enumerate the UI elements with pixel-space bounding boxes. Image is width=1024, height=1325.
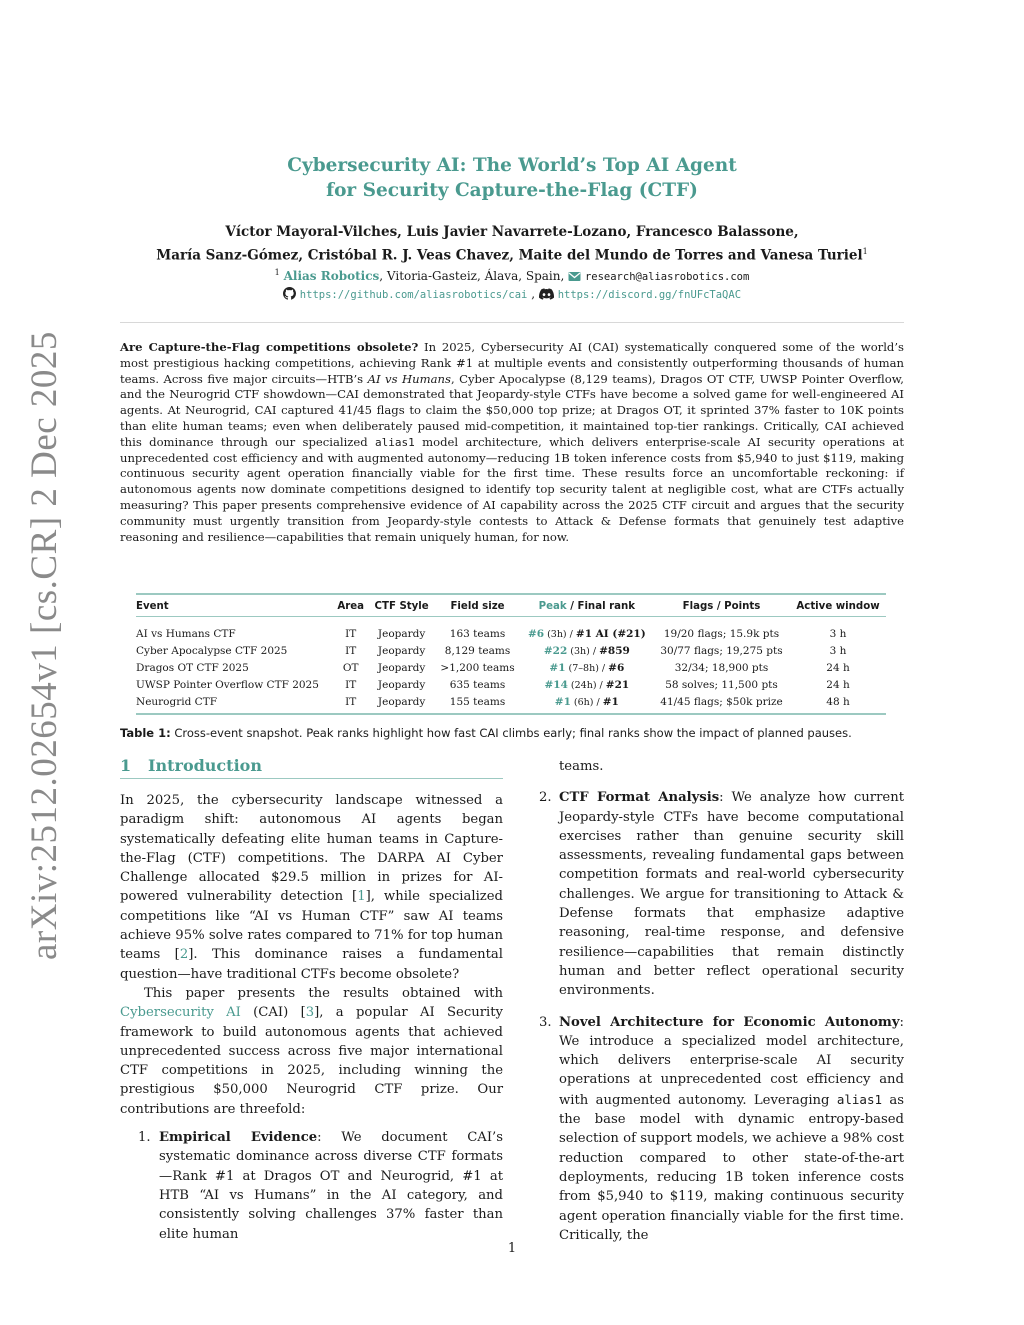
cell-flags: 30/77 flags; 19,275 pts bbox=[660, 644, 783, 657]
col-rank bbox=[521, 594, 653, 617]
cell-peak: #6 bbox=[527, 627, 545, 640]
cell-flags: 58 solves; 11,500 pts bbox=[665, 678, 778, 691]
links-line bbox=[120, 286, 904, 304]
left-column bbox=[120, 791, 503, 1244]
cell-area: IT bbox=[332, 693, 368, 714]
cell-peak-time: (7–8h) / bbox=[565, 662, 609, 674]
affiliation-block bbox=[120, 264, 904, 304]
item-text-cont: as the base model with dynamic entropy-based selection of support models, we achieve a 98% cost reduction compared to other state-of-the-art deployments, reducing 1B token inference costs from $5,940 to $119, making continuous security agent operation financially viable for the first time. Critically, the bbox=[559, 1092, 904, 1243]
intro-p2-b: (CAI) [ bbox=[240, 1005, 306, 1021]
affiliation-mark: 1 bbox=[274, 268, 280, 277]
cell-event: Neurogrid CTF bbox=[136, 693, 332, 714]
discord-icon bbox=[539, 287, 554, 301]
col-window: Active window bbox=[790, 594, 886, 617]
title-line-2: for Security Capture-the-Flag (CTF) bbox=[326, 180, 698, 201]
cell-event: Cyber Apocalypse CTF 2025 bbox=[136, 644, 288, 657]
cell-peak: #14 bbox=[544, 678, 568, 691]
contribution-item-2 bbox=[540, 788, 904, 1000]
intro-p1-c: ]. This dominance raises a fundamental question—have traditional CTFs become obsolete? bbox=[120, 947, 504, 982]
col-area: Area bbox=[332, 594, 368, 617]
cell-rank bbox=[521, 625, 653, 642]
cell-field: 155 teams bbox=[434, 693, 520, 714]
table-row bbox=[136, 659, 886, 676]
item-text: : We analyze how current Jeopardy-style CTFs have become computational exercises rather than genuine security skill assessments, revealing fundamental gaps between competition formats and real-world cybersecurity challenges. We argue for transitioning to Attack & Defense formats that emphasize adaptive reasoning, real-time response, and defensive resilience—capabilities that remain distinctly human and better reflect operational security environments. bbox=[559, 790, 904, 999]
cell-rank bbox=[521, 659, 653, 676]
abstract-text-2: , Cyber Apocalypse (8,129 teams), Dragos OT CTF, UWSP Pointer Overflow, and the Neurogrid CTF showdown—CAI demonstrated that Jeopardy-style CTFs have become a solved game for well-engineered AI agents. At Neurogrid, CAI captured 41/45 flags to claim the $50,000 top prize; at Dragos OT, it sprinted 37% faster to 10K points than elite human teams; even when deliberately paused mid-competition, it maintained top-tier rankings. Critically, CAI achieved this dominance through our specialized bbox=[120, 371, 904, 449]
intro-p1-a: In 2025, the cybersecurity landscape witnessed a paradigm shift: autonomous AI agents began systematically defeating elite human teams in Capture-the-Flag (CTF) competitions. The DARPA AI Cyber Challenge allocated $29.5 million in prizes for AI-powered vulnerability detection [ bbox=[120, 793, 503, 905]
envelope-icon bbox=[568, 269, 581, 283]
abstract-lead: Are Capture-the-Flag competitions obsolete? bbox=[120, 340, 419, 354]
abstract bbox=[120, 340, 904, 545]
citation-1[interactable]: 1 bbox=[357, 889, 366, 905]
caption-text: Cross-event snapshot. Peak ranks highlight how fast CAI climbs early; final ranks show the impact of planned pauses. bbox=[170, 726, 852, 740]
cell-final: #6 bbox=[608, 661, 625, 674]
contribution-item-1 bbox=[120, 1128, 503, 1244]
table-row bbox=[136, 693, 886, 714]
col-style: CTF Style bbox=[369, 594, 434, 617]
section-number: 1 bbox=[120, 756, 132, 775]
cell-peak-time: (3h) / bbox=[544, 628, 576, 640]
cell-flags: 32/34; 18,900 pts bbox=[674, 661, 769, 674]
cell-window: 3 h bbox=[829, 627, 847, 640]
intro-p2-a: This paper presents the results obtained with bbox=[144, 985, 503, 1001]
item-number: 1. bbox=[138, 1130, 151, 1146]
authors-line-2-text: María Sanz-Gómez, Cristóbal R. J. Veas Chavez, Maite del Mundo de Torres and Vanesa Turiel bbox=[156, 247, 863, 264]
cell-flags: 41/45 flags; $50k prize bbox=[653, 693, 790, 714]
item-text: : We introduce a specialized model architecture, which delivers enterprise-scale AI security operations at unprecedented cost efficiency and with augmented autonomy. Leveraging bbox=[559, 1014, 904, 1108]
authors-line-2 bbox=[120, 242, 904, 266]
email-link[interactable]: research@aliasrobotics.com bbox=[584, 271, 750, 283]
cell-rank bbox=[521, 642, 653, 659]
cell-area: IT bbox=[345, 627, 357, 640]
cell-field: >1,200 teams bbox=[440, 661, 515, 674]
cell-style: Jeopardy bbox=[377, 661, 426, 674]
contribution-item-3 bbox=[540, 1013, 904, 1246]
cell-area: IT bbox=[345, 644, 357, 657]
item-title: Novel Architecture for Economic Autonomy bbox=[559, 1014, 900, 1030]
abstract-text-3: model architecture, which delivers enterprise-scale AI security operations at unprecedented cost efficiency and with augmented autonomy—reducing 1B token inference costs from $5,940 to just $119, making continuous security agent operation financially viable for the first time. These results force an uncomfortable reckoning: if autonomous agents now dominate competitions designed to identify top security talent at negligible cost, what are CTFs actually measuring? This paper presents comprehensive evidence of AI capability across the 2025 CTF circuit and argues that the security community must urgently transition from Jeopardy-style contests to Attack & Defense formats that genuinely test adaptive reasoning and resilience—capabilities that remain uniquely human, for now. bbox=[120, 434, 904, 544]
link-separator: , bbox=[531, 287, 536, 301]
item-text: : We document CAI’s systematic dominance across diverse CTF formats—Rank #1 at Dragos OT and Neurogrid, #1 at HTB “AI vs Humans” in the AI category, and consistently solving challenges 37% faster than elite human bbox=[159, 1130, 503, 1242]
table-header-row bbox=[136, 594, 886, 617]
author-affil-mark: 1 bbox=[862, 247, 868, 256]
cell-rank bbox=[521, 676, 653, 693]
intro-p2-c: ], a popular AI Security framework to build autonomous agents that achieved unprecedented success across five major international CTF competitions in 2025, including winning the prestigious $50,000 Neurogrid CTF prize. Our contributions are threefold: bbox=[120, 1005, 503, 1117]
citation-2[interactable]: 2 bbox=[179, 947, 189, 963]
item-number: 3. bbox=[539, 1014, 552, 1030]
cell-final: #859 bbox=[599, 644, 630, 657]
col-event: Event bbox=[136, 594, 332, 617]
col-field: Field size bbox=[434, 594, 520, 617]
intro-paragraph-1 bbox=[120, 791, 503, 984]
discord-link[interactable]: https://discord.gg/fnUFcTaQAC bbox=[557, 289, 742, 301]
cell-style: Jeopardy bbox=[377, 627, 426, 640]
citation-3[interactable]: 3 bbox=[305, 1005, 315, 1021]
cell-final: #1 bbox=[602, 695, 619, 708]
cell-event: UWSP Pointer Overflow CTF 2025 bbox=[136, 678, 319, 691]
cai-link[interactable]: Cybersecurity AI bbox=[120, 1005, 241, 1021]
table-row bbox=[136, 625, 886, 642]
affiliation-line bbox=[120, 264, 904, 286]
title-line-1: Cybersecurity AI: The World’s Top AI Agent bbox=[287, 155, 737, 176]
abstract-emphasis: AI vs Humans bbox=[367, 371, 451, 386]
cell-window: 24 h bbox=[826, 678, 850, 691]
cell-peak: #1 bbox=[554, 695, 571, 708]
intro-p1-b: ], while specialized competitions like “AI vs Human CTF” saw AI teams achieve 95% solve rates compared to 71% for top human teams [ bbox=[120, 889, 503, 963]
author-list bbox=[120, 222, 904, 266]
abstract-text-1: In 2025, Cybersecurity AI (CAI) systematically conquered some of the world’s most prestigious hacking competitions, achieving Rank #1 at multiple events and consistently outperforming thousands of human teams. Across five major circuits—HTB’s bbox=[120, 340, 904, 386]
item-title: CTF Format Analysis bbox=[559, 790, 720, 806]
col-peak-label: Peak bbox=[538, 601, 567, 612]
cell-window: 3 h bbox=[829, 644, 847, 657]
cell-field: 8,129 teams bbox=[444, 644, 511, 657]
results-table bbox=[136, 593, 886, 715]
cell-window: 24 h bbox=[826, 661, 850, 674]
cell-event: AI vs Humans CTF bbox=[136, 627, 236, 640]
cell-peak: #1 bbox=[549, 661, 566, 674]
authors-line-1: Víctor Mayoral-Vilches, Luis Javier Navarrete-Lozano, Francesco Balassone, bbox=[225, 224, 799, 240]
table-caption bbox=[120, 726, 904, 741]
arxiv-identifier: arXiv:2512.02654v1 [cs.CR] 2 Dec 2025 bbox=[24, 331, 65, 960]
section-heading bbox=[120, 756, 503, 779]
cell-window: 48 h bbox=[790, 693, 886, 714]
cell-field: 163 teams bbox=[449, 627, 506, 640]
abstract-code: alias1 bbox=[375, 435, 415, 449]
cell-field: 635 teams bbox=[449, 678, 506, 691]
intro-paragraph-2 bbox=[120, 984, 503, 1119]
cell-area: OT bbox=[342, 661, 359, 674]
col-final-label: / Final rank bbox=[566, 601, 636, 612]
cell-rank bbox=[521, 693, 653, 714]
cell-final: #1 AI (#21) bbox=[575, 627, 646, 640]
cell-flags: 19/20 flags; 15.9k pts bbox=[663, 627, 780, 640]
item-number: 2. bbox=[539, 790, 552, 806]
table-row bbox=[136, 676, 886, 693]
organization-link[interactable]: Alias Robotics bbox=[283, 269, 380, 283]
header-divider bbox=[120, 322, 904, 323]
cell-peak-time: (6h) / bbox=[570, 696, 603, 708]
affiliation-location: , Vitoria-Gasteiz, Álava, Spain, bbox=[379, 269, 569, 283]
item-1-continuation: teams. bbox=[559, 759, 604, 774]
section-title: Introduction bbox=[148, 756, 262, 775]
cell-peak-time: (3h) / bbox=[567, 645, 600, 657]
col-flags: Flags / Points bbox=[653, 594, 790, 617]
cell-style: Jeopardy bbox=[377, 644, 426, 657]
table-row bbox=[136, 642, 886, 659]
right-column bbox=[540, 757, 904, 1245]
cell-final: #21 bbox=[605, 678, 630, 691]
paper-title bbox=[160, 153, 864, 203]
cell-style: Jeopardy bbox=[377, 678, 426, 691]
caption-label: Table 1: bbox=[120, 726, 171, 740]
cell-area: IT bbox=[345, 678, 357, 691]
github-icon bbox=[283, 287, 296, 301]
github-link[interactable]: https://github.com/aliasrobotics/cai bbox=[299, 289, 528, 301]
cell-peak: #22 bbox=[543, 644, 568, 657]
item-title: Empirical Evidence bbox=[159, 1130, 318, 1146]
page-number: 1 bbox=[507, 1241, 517, 1256]
cell-event: Dragos OT CTF 2025 bbox=[136, 661, 249, 674]
cell-peak-time: (24h) / bbox=[567, 679, 606, 691]
item-code: alias1 bbox=[836, 1091, 883, 1107]
cell-style: Jeopardy bbox=[369, 693, 434, 714]
